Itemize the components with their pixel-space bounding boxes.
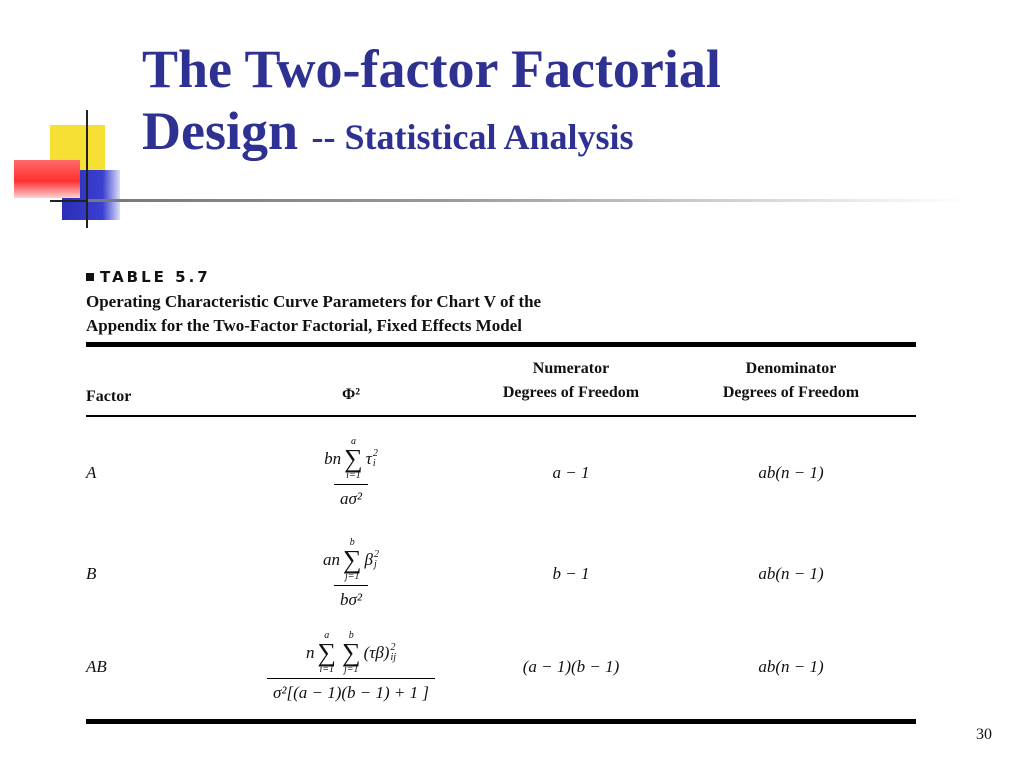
phi-term-sub: ij [390,652,397,663]
caption-line1: Operating Characteristic Curve Parameters for Chart V of the [86,292,542,311]
sum-upper-limit: b [348,630,354,641]
phi-term-sup: 2 [372,448,378,459]
table-header-row [86,347,916,415]
phi-numerator [320,437,382,484]
row-phi-formula [226,631,476,703]
phi-fraction [267,631,435,703]
phi-term: β [364,550,373,569]
header-phi: Φ² [341,386,361,403]
phi-fraction [320,437,382,509]
sum-lower-limit: i=1 [319,664,335,675]
table-row [86,619,916,715]
phi-coefficient: an [322,550,340,569]
phi-term: (τβ) [363,643,390,662]
row-denominator-df: ab(n − 1) [758,564,824,583]
decorative-red-square [14,160,80,198]
title-line2-sub: -- Statistical Analysis [311,117,634,157]
row-phi-formula [226,437,476,509]
row-numerator-df: (a − 1)(b − 1) [522,657,620,676]
row-factor: A [86,463,97,482]
phi-fraction [319,538,383,610]
table-caption [86,290,916,338]
phi-term: τ [365,449,372,468]
phi-term-scripts [373,449,378,469]
caption-line2: Appendix for the Two-Factor Factorial, Fixed Effects Model [86,316,522,335]
table-bottom-rule [86,719,916,724]
phi-denominator: σ²[(a − 1)(b − 1) + 1 ] [267,678,435,703]
table-row [86,529,916,619]
table-row [86,417,916,529]
sum-upper-limit: a [324,630,330,641]
row-factor: AB [86,657,107,676]
table-label-text: TABLE 5.7 [100,268,211,286]
row-denominator-df: ab(n − 1) [758,657,824,676]
phi-numerator [319,538,383,585]
phi-numerator [302,631,400,678]
header-factor: Factor [86,388,132,405]
row-factor: B [86,564,97,583]
phi-term-scripts [374,550,379,570]
phi-coefficient: bn [324,449,342,468]
sum-upper-limit: a [350,436,356,447]
sum-upper-limit: b [349,537,355,548]
row-denominator-df: ab(n − 1) [758,463,824,482]
header-numerator-line1: Numerator [532,360,610,377]
phi-coefficient: n [305,643,315,662]
row-phi-formula [226,538,476,610]
phi-denominator: aσ² [334,484,368,509]
phi-term-scripts [390,643,396,663]
phi-term-sup: 2 [390,642,396,653]
phi-term-sup: 2 [374,549,379,560]
oc-parameters-table [86,268,916,724]
header-denominator-df [666,357,916,405]
header-denominator-line2: Degrees of Freedom [722,384,860,401]
header-numerator-line2: Degrees of Freedom [502,384,640,401]
summation-symbol: b ∑ j=1 [342,537,362,582]
phi-denominator: bσ² [334,585,368,610]
bullet-square-icon [86,273,94,281]
phi-term-sub: i [372,458,376,469]
slide-title [142,38,721,168]
title-line2-main: Design [142,101,299,161]
row-numerator-df: b − 1 [552,564,590,583]
summation-symbol: a ∑ i=1 [317,630,337,675]
summation-symbol: a ∑ i=1 [344,436,363,481]
sum-lower-limit: j=1 [344,664,359,675]
header-numerator-df [476,357,666,405]
sum-lower-limit: i=1 [346,470,361,481]
table-label [86,268,916,286]
title-line1: The Two-factor Factorial [142,39,721,99]
sum-lower-limit: j=1 [344,571,360,582]
header-denominator-line1: Denominator [745,360,837,377]
phi-term-sub: j [374,559,377,570]
row-numerator-df: a − 1 [552,463,590,482]
summation-symbol: b ∑ j=1 [342,630,361,675]
page-number: 30 [976,726,992,743]
title-divider [88,199,968,202]
decorative-vertical-line [86,110,88,228]
